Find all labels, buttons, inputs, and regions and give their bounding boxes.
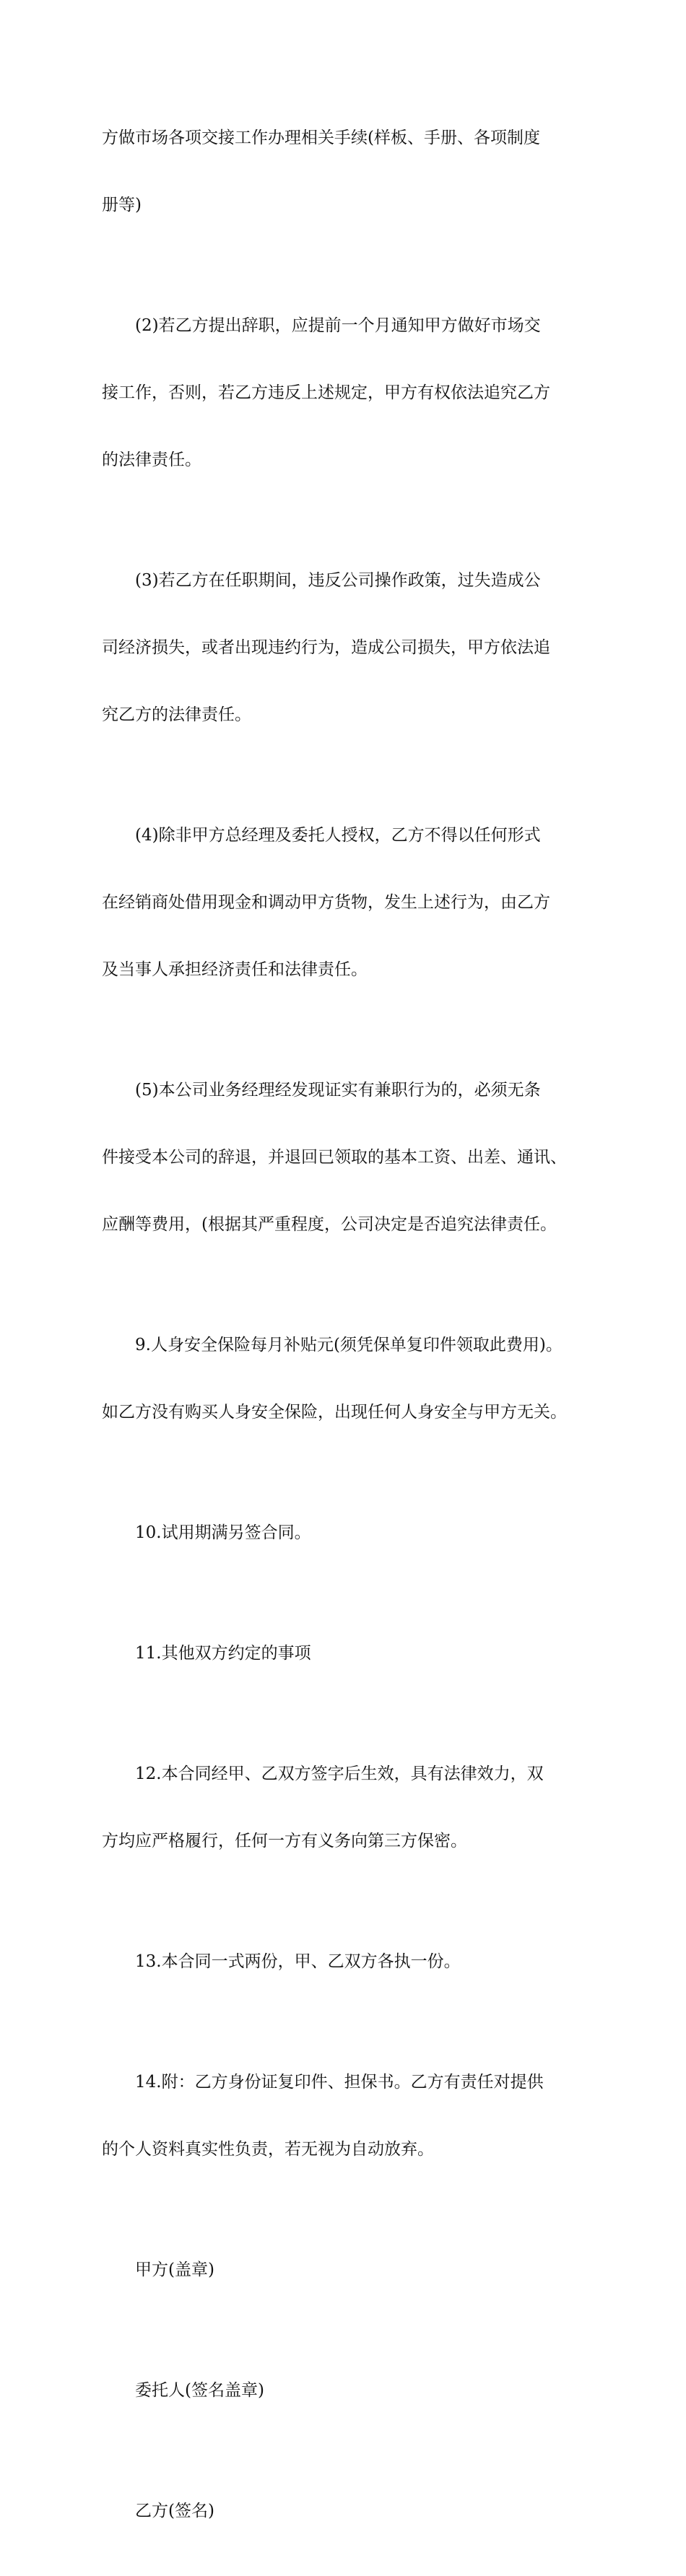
text-line: 接工作，否则，若乙方违反上述规定，甲方有权依法追究乙方 bbox=[102, 383, 550, 402]
paragraph-clause-13 bbox=[102, 1906, 607, 2018]
paragraph-clause-8-3 bbox=[102, 525, 607, 771]
paragraph-clause-8-2 bbox=[102, 270, 607, 516]
text-line: 14.附：乙方身份证复印件、担保书。乙方有责任对提供 bbox=[135, 2073, 544, 2092]
paragraph-clause-14 bbox=[102, 2027, 607, 2206]
signature-party-b bbox=[102, 2455, 607, 2567]
paragraph-clause-11 bbox=[102, 1598, 607, 1710]
text-line: 司经济损失，或者出现违约行为，造成公司损失，甲方依法追 bbox=[102, 638, 550, 657]
text-line: 在经销商处借用现金和调动甲方货物，发生上述行为，由乙方 bbox=[102, 893, 550, 912]
text-line: 方做市场各项交接工作办理相关手续(样板、手册、各项制度 bbox=[102, 129, 540, 147]
text-line: 应酬等费用，(根据其严重程度，公司决定是否追究法律责任。 bbox=[102, 1215, 557, 1234]
text-line: (4)除非甲方总经理及委托人授权，乙方不得以任何形式 bbox=[135, 826, 541, 845]
signature-party-a bbox=[102, 2214, 607, 2326]
paragraph-continuation bbox=[102, 82, 607, 261]
text-line: 委托人(签名盖章) bbox=[135, 2381, 264, 2400]
document-body bbox=[102, 82, 607, 2576]
text-line: 的法律责任。 bbox=[102, 451, 201, 469]
text-line: (2)若乙方提出辞职，应提前一个月通知甲方做好市场交 bbox=[135, 316, 541, 335]
text-line: 方均应严格履行，任何一方有义务向第三方保密。 bbox=[102, 1832, 467, 1850]
text-line: 件接受本公司的辞退，并退回已领取的基本工资、出差、通讯、 bbox=[102, 1148, 567, 1167]
text-line: 12.本合同经甲、乙双方签字后生效，具有法律效力，双 bbox=[135, 1765, 544, 1783]
text-line: 的个人资料真实性负责，若无视为自动放弃。 bbox=[102, 2140, 434, 2159]
paragraph-clause-10 bbox=[102, 1477, 607, 1589]
paragraph-clause-9 bbox=[102, 1289, 607, 1468]
text-line: 11.其他双方约定的事项 bbox=[135, 1644, 311, 1663]
paragraph-clause-8-5 bbox=[102, 1035, 607, 1281]
text-line: 13.本合同一式两份，甲、乙双方各执一份。 bbox=[135, 1952, 461, 1971]
paragraph-clause-8-4 bbox=[102, 780, 607, 1026]
text-line: 甲方(盖章) bbox=[135, 2260, 214, 2279]
signature-entrusted-person bbox=[102, 2335, 607, 2447]
text-line: 9.人身安全保险每月补贴元(须凭保单复印件领取此费用)。 bbox=[135, 1336, 563, 1354]
text-line: 究乙方的法律责任。 bbox=[102, 705, 251, 724]
text-line: 乙方(签名) bbox=[135, 2502, 214, 2520]
paragraph-clause-12 bbox=[102, 1718, 607, 1897]
text-line: 册等) bbox=[102, 196, 142, 214]
text-line: 10.试用期满另签合同。 bbox=[135, 1523, 311, 1542]
text-line: (5)本公司业务经理经发现证实有兼职行为的，必须无条 bbox=[135, 1081, 541, 1100]
text-line: (3)若乙方在任职期间，违反公司操作政策，过失造成公 bbox=[135, 571, 541, 590]
text-line: 如乙方没有购买人身安全保险，出现任何人身安全与甲方无关。 bbox=[102, 1403, 567, 1422]
text-line: 及当事人承担经济责任和法律责任。 bbox=[102, 960, 368, 979]
